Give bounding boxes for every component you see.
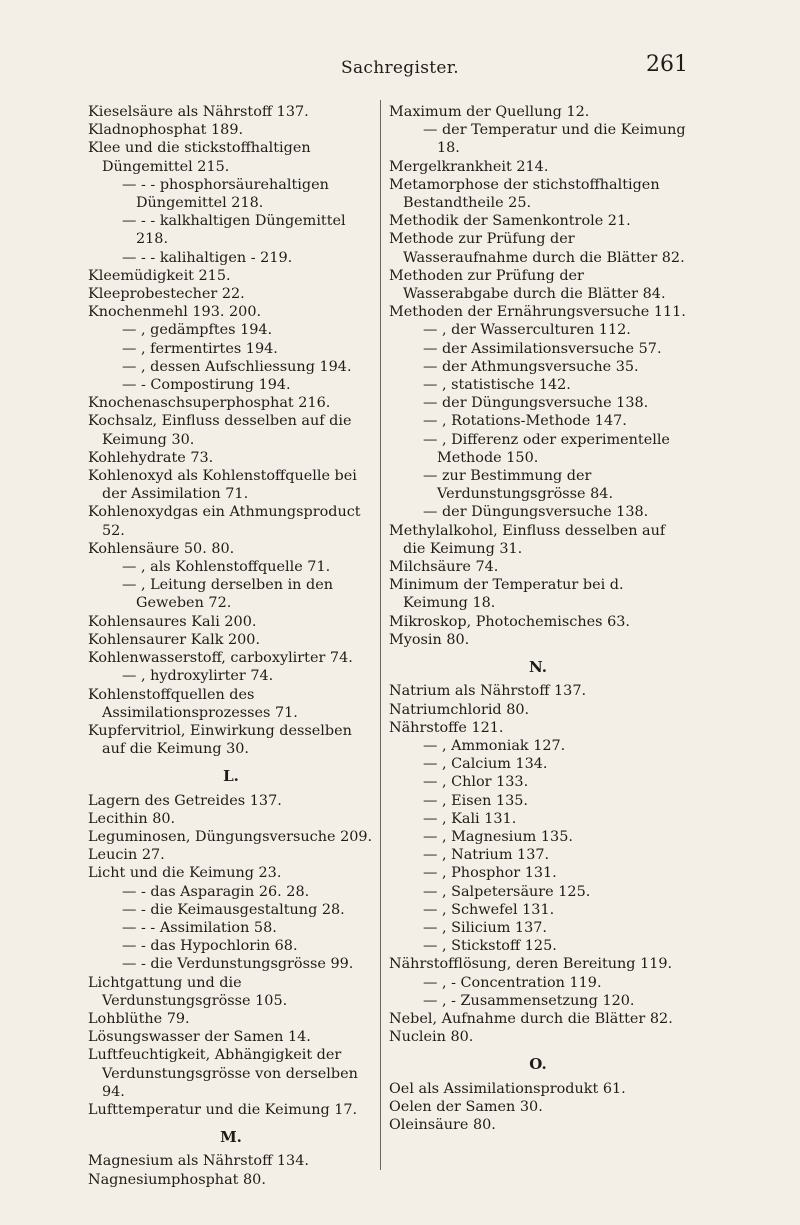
index-entry: Leucin 27.: [88, 847, 165, 864]
index-entry: — , Kali 131.: [423, 810, 517, 827]
index-entry: Kleemüdigkeit 215.: [88, 267, 231, 284]
running-title: Sachregister.: [341, 58, 459, 78]
index-entry: — , Calcium 134.: [423, 756, 548, 773]
right-column: [389, 103, 687, 1134]
section-letter-heading: L.: [223, 767, 239, 786]
page-header: [0, 52, 800, 92]
index-entry: — - die Verdunstungsgrösse 99.: [122, 956, 354, 973]
index-entry: — , Salpetersäure 125.: [423, 883, 591, 900]
index-entry: Kleeprobestecher 22.: [88, 286, 245, 303]
index-entry: — , Chlor 133.: [423, 774, 529, 791]
index-entry: Lösungswasser der Samen 14.: [88, 1029, 311, 1046]
index-entry: Knochenaschsuperphosphat 216.: [88, 395, 331, 412]
index-entry: Natriumchlorid 80.: [389, 701, 530, 718]
index-entry: Magnesium als Nährstoff 134.: [88, 1153, 309, 1170]
index-entry: — - Compostirung 194.: [122, 377, 291, 394]
page-number: 261: [646, 52, 688, 77]
index-entry: — , Eisen 135.: [423, 792, 529, 809]
index-entry: — - die Keimausgestaltung 28.: [122, 901, 345, 918]
index-entry: Kladnophosphat 189.: [88, 122, 244, 139]
index-entry: — , Schwefel 131.: [423, 901, 555, 918]
index-entry: — der Düngungsversuche 138.: [423, 395, 649, 412]
index-entry: Methylalkohol, Einfluss desselben auf die Keimung 31.: [389, 522, 666, 557]
index-entry: Kohlenstoffquellen des Assimilationsprozesses 71.: [88, 686, 298, 721]
index-entry: Lecithin 80.: [88, 810, 176, 827]
index-entry: Natrium als Nährstoff 137.: [389, 683, 587, 700]
index-entry: Oleinsäure 80.: [389, 1116, 496, 1133]
index-entry: Nagnesiumphosphat 80.: [88, 1171, 266, 1188]
index-entry: — , Leitung derselben in den Geweben 72.: [122, 577, 334, 612]
index-entry: Minimum der Temperatur bei d. Keimung 18.: [389, 577, 624, 612]
index-entry: — , Stickstoff 125.: [423, 938, 557, 955]
index-entry: — , Silicium 137.: [423, 919, 547, 936]
index-entry: Lohblüthe 79.: [88, 1010, 190, 1027]
index-entry: — , Rotations-Methode 147.: [423, 413, 627, 430]
index-entry: Methoden der Ernährungsversuche 111.: [389, 304, 686, 321]
index-entry: Methode zur Prüfung der Wasseraufnahme durch die Blätter 82.: [389, 231, 685, 266]
index-entry: Kohlenoxyd als Kohlenstoffquelle bei der Assimilation 71.: [88, 468, 357, 503]
index-entry: Luftfeuchtigkeit, Abhängigkeit der Verdunstungsgrösse von derselben 94.: [88, 1047, 358, 1100]
index-entry: Metamorphose der stichstoffhaltigen Bestandtheile 25.: [389, 176, 660, 212]
index-entry: Kohlensaurer Kalk 200.: [88, 631, 261, 648]
index-entry: Mikroskop, Photochemisches 63.: [389, 613, 630, 630]
index-entry: Kieselsäure als Nährstoff 137.: [88, 104, 309, 120]
index-entry: — , als Kohlenstoffquelle 71.: [122, 559, 331, 576]
index-entry: Kohlenwasserstoff, carboxylirter 74.: [88, 650, 353, 667]
index-entry: — der Düngungsversuche 138.: [423, 504, 649, 521]
index-entry: — - - kalihaltigen - 219.: [122, 249, 293, 266]
index-entry: Lufttemperatur und die Keimung 17.: [88, 1101, 358, 1118]
index-entry: Licht und die Keimung 23.: [88, 865, 282, 882]
index-entry: Methoden zur Prüfung der Wasserabgabe durch die Blätter 84.: [389, 267, 666, 303]
column-divider: [380, 100, 381, 1170]
index-entry: Nebel, Aufnahme durch die Blätter 82.: [389, 1010, 673, 1027]
index-entry: — , hydroxylirter 74.: [122, 668, 274, 685]
index-entry: — - das Asparagin 26. 28.: [122, 883, 310, 900]
index-entry: Milchsäure 74.: [389, 559, 499, 576]
index-entry: — , dessen Aufschliessung 194.: [122, 358, 352, 375]
index-entry: — - - Assimilation 58.: [122, 919, 277, 936]
index-entry: — , - Concentration 119.: [423, 974, 602, 991]
section-letter-heading: O.: [529, 1055, 547, 1074]
index-entry: Maximum der Quellung 12.: [389, 104, 590, 120]
index-entry: Nährstoffe 121.: [389, 719, 504, 736]
index-entry: — , fermentirtes 194.: [122, 340, 278, 357]
index-entry: Klee und die stickstoffhaltigen Düngemittel 215.: [88, 140, 311, 175]
index-entry: Kohlehydrate 73.: [88, 449, 214, 466]
index-entry: Myosin 80.: [389, 631, 470, 648]
section-letter-heading: M.: [220, 1128, 242, 1147]
index-entry: Lagern des Getreides 137.: [88, 792, 282, 809]
index-entry: — , statistische 142.: [423, 377, 571, 394]
index-entry: Kohlensaures Kali 200.: [88, 613, 257, 630]
index-entry: — , gedämpftes 194.: [122, 322, 273, 339]
index-entry: Kohlensäure 50. 80.: [88, 540, 235, 557]
index-entry: — , - Zusammensetzung 120.: [423, 992, 635, 1009]
index-entry: Knochenmehl 193. 200.: [88, 304, 262, 321]
index-entry: — - das Hypochlorin 68.: [122, 938, 298, 955]
index-entry: — , der Wasserculturen 112.: [423, 322, 631, 339]
index-entry: — , Phosphor 131.: [423, 865, 557, 882]
index-entry: — - - kalkhaltigen Düngemittel 218.: [122, 213, 346, 248]
section-letter-heading: N.: [529, 658, 547, 677]
index-entry: Lichtgattung und die Verdunstungsgrösse 105.: [88, 974, 288, 1009]
index-entry: Oel als Assimilationsprodukt 61.: [389, 1080, 626, 1097]
index-entry: — , Magnesium 135.: [423, 828, 573, 845]
index-entry: — zur Bestimmung der Verdunstungsgrösse 84.: [423, 468, 614, 503]
index-entry: Nährstofflösung, deren Bereitung 119.: [389, 956, 673, 973]
index-entry: — , Differenz oder experimentelle Methode 150.: [423, 431, 670, 466]
index-entry: Leguminosen, Düngungsversuche 209.: [88, 828, 373, 845]
index-entry: — , Natrium 137.: [423, 847, 550, 864]
index-entry: Nuclein 80.: [389, 1029, 474, 1046]
index-entry: Kupfervitriol, Einwirkung desselben auf die Keimung 30.: [88, 722, 352, 758]
index-entry: Kohlenoxydgas ein Athmungsproduct 52.: [88, 504, 361, 539]
index-entry: — der Assimilationsversuche 57.: [423, 340, 662, 357]
left-column: [88, 103, 374, 1189]
index-entry: Kochsalz, Einfluss desselben auf die Keimung 30.: [88, 413, 352, 448]
index-entry: — der Athmungsversuche 35.: [423, 358, 639, 375]
index-entry: Methodik der Samenkontrole 21.: [389, 213, 631, 230]
index-entry: Mergelkrankheit 214.: [389, 158, 549, 175]
index-entry: Oelen der Samen 30.: [389, 1098, 543, 1115]
index-entry: — der Temperatur und die Keimung 18.: [423, 122, 686, 157]
index-entry: — , Ammoniak 127.: [423, 737, 566, 754]
index-entry: — - - phosphorsäurehaltigen Düngemittel 218.: [122, 176, 329, 212]
